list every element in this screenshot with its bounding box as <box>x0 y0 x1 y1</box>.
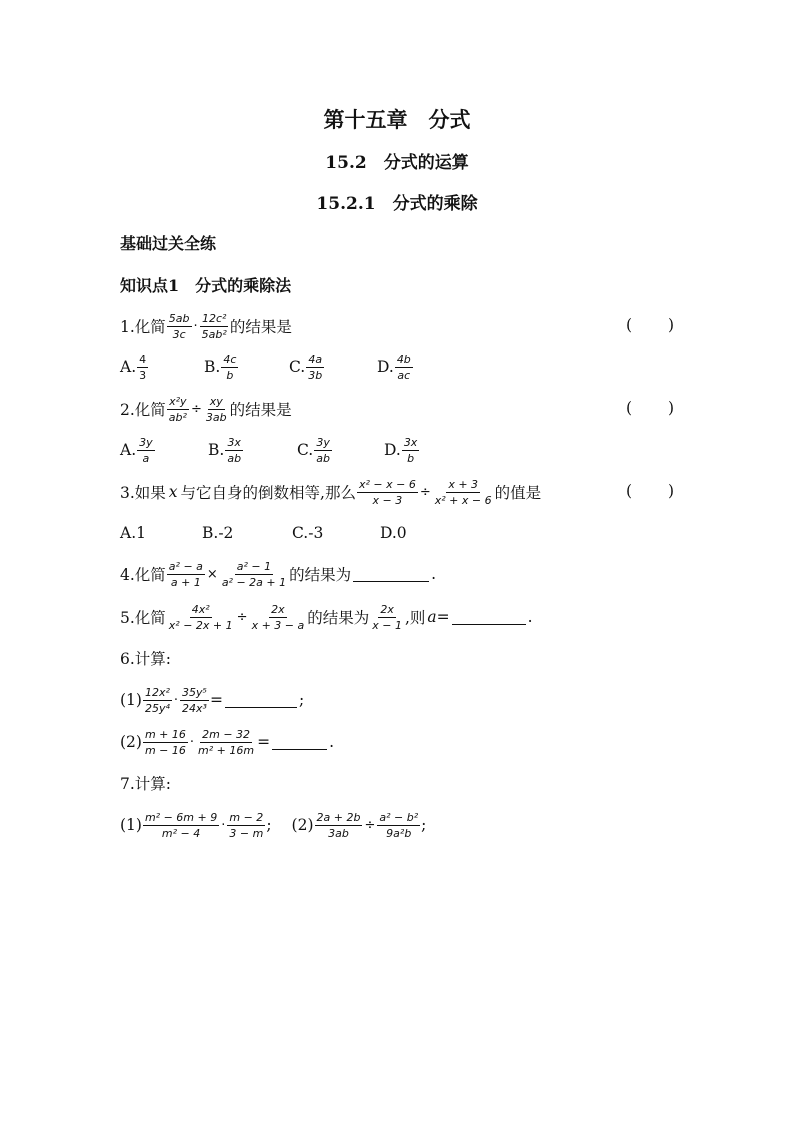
q2-choice-b[interactable]: B. $\frac{3x}{ab}$ <box>208 435 242 465</box>
q3-choice-d[interactable]: D.0 <box>380 524 407 542</box>
q5-fraction-3: $\frac{2x}{x - 1}$ <box>372 602 402 632</box>
q1-fraction-1: $\frac{5ab}{3c}$ <box>168 311 190 341</box>
practice-heading: 基础过关全练 <box>120 233 217 253</box>
question-1: 1.化简 $\frac{5ab}{3c}$ · $\frac{\text{12c²}}{\text{5ab²}}$ 的结果是 <box>120 311 292 341</box>
q4-fraction-2: $\frac{\text{a² − 1}}{\text{a² − 2a + 1}}$ <box>221 559 287 589</box>
q1-answer-bracket[interactable]: ( ) <box>626 316 674 334</box>
q2-choice-a[interactable]: A. $\frac{3y}{a}$ <box>120 435 153 465</box>
q1-choice-a[interactable]: A. $\frac{4}{3}$ <box>120 352 147 382</box>
chapter-title: 第十五章 分式 <box>323 107 471 132</box>
q1-choice-c[interactable]: C. $\frac{4a}{3b}$ <box>289 352 323 382</box>
q2-choice-c[interactable]: C. $\frac{3y}{ab}$ <box>297 435 330 465</box>
q4-answer-blank[interactable] <box>353 567 429 582</box>
question-2: 2.化简 $\frac{\text{x²y}}{\text{ab²}}$ ÷ $\frac{xy}{3ab}$ 的结果是 <box>120 394 292 424</box>
q1-suffix: 的结果是 <box>229 318 292 336</box>
q1-choice-b[interactable]: B. $\frac{4c}{b}$ <box>204 352 237 382</box>
q3-choice-a[interactable]: A.1 <box>120 524 146 542</box>
knowledge-heading: 知识点1 分式的乘除法 <box>120 275 292 295</box>
q3-fraction-2: $\frac{x + 3}{\text{x² + x − 6}}$ <box>434 477 492 507</box>
q3-answer-bracket[interactable]: ( ) <box>626 482 674 500</box>
question-6-part-1: (1) $\frac{\text{12x²}}{\text{25y⁴}}$ · $\frac{\text{35y⁵}}{\text{24x³}}$ = ; <box>120 685 305 715</box>
subsection-title: 15.2.1 分式的乘除 <box>316 194 478 214</box>
question-5: 5.化简 $\frac{\text{4x²}}{\text{x² − 2x + 1}}$ ÷ $\frac{2x}{x + 3 - a}$ 的结果为 $\frac{2x}{x - 1}$ ,则 a = . <box>120 602 533 632</box>
q3-fraction-1: $\frac{\text{x² − x − 6}}{x - 3}$ <box>358 477 416 507</box>
q5-answer-blank[interactable] <box>452 610 526 625</box>
question-4: 4.化简 $\frac{\text{a² − a}}{a + 1}$ × $\frac{\text{a² − 1}}{\text{a² − 2a + 1}}$ 的结果为 . <box>120 559 437 589</box>
q2-choices <box>120 432 420 468</box>
q5-fraction-2: $\frac{2x}{x + 3 - a}$ <box>251 602 305 632</box>
q2-fraction-2: $\frac{xy}{3ab}$ <box>205 394 227 424</box>
section-title: 15.2 分式的运算 <box>325 153 469 173</box>
q1-fraction-2: $\frac{\text{12c²}}{\text{5ab²}}$ <box>201 311 227 341</box>
q2-answer-bracket[interactable]: ( ) <box>626 399 674 417</box>
q2-fraction-1: $\frac{\text{x²y}}{\text{ab²}}$ <box>168 394 187 424</box>
q6-2-answer-blank[interactable] <box>272 735 327 750</box>
question-6-part-2: (2) $\frac{m + 16}{m - 16}$ · $\frac{2m - 32}{\text{m² + 16m}}$ = . <box>120 727 335 757</box>
question-3: 3.如果 x 与它自身的倒数相等,那么 $\frac{\text{x² − x − 6}}{x - 3}$ ÷ $\frac{x + 3}{\text{x² + x − 6}}$ 的值是 <box>120 477 542 507</box>
q4-fraction-1: $\frac{\text{a² − a}}{a + 1}$ <box>168 559 203 589</box>
q3-choice-b[interactable]: B.-2 <box>202 524 234 542</box>
question-7-title: 7.计算: <box>120 775 172 793</box>
question-6-title: 6.计算: <box>120 650 172 668</box>
q5-fraction-1: $\frac{\text{4x²}}{\text{x² − 2x + 1}}$ <box>168 602 233 632</box>
q3-choices <box>120 515 407 551</box>
q6-1-answer-blank[interactable] <box>225 693 297 708</box>
q3-choice-c[interactable]: C.-3 <box>292 524 324 542</box>
q3-variable: x <box>168 483 178 501</box>
question-7-parts: (1) $\frac{\text{m² − 6m + 9}}{\text{m² − 4}}$ · $\frac{m - 2}{3 - m}$ ; (2) $\frac{2a + 2b}{3ab}$ ÷ $\frac{\text{a² − b²}}{\text{9a²b}}$ ; <box>120 810 427 840</box>
q1-choice-d[interactable]: D. $\frac{4b}{ac}$ <box>377 352 411 382</box>
q1-choices <box>120 349 414 385</box>
q2-choice-d[interactable]: D. $\frac{3x}{b}$ <box>384 435 418 465</box>
q1-prefix: 1.化简 <box>120 318 166 336</box>
